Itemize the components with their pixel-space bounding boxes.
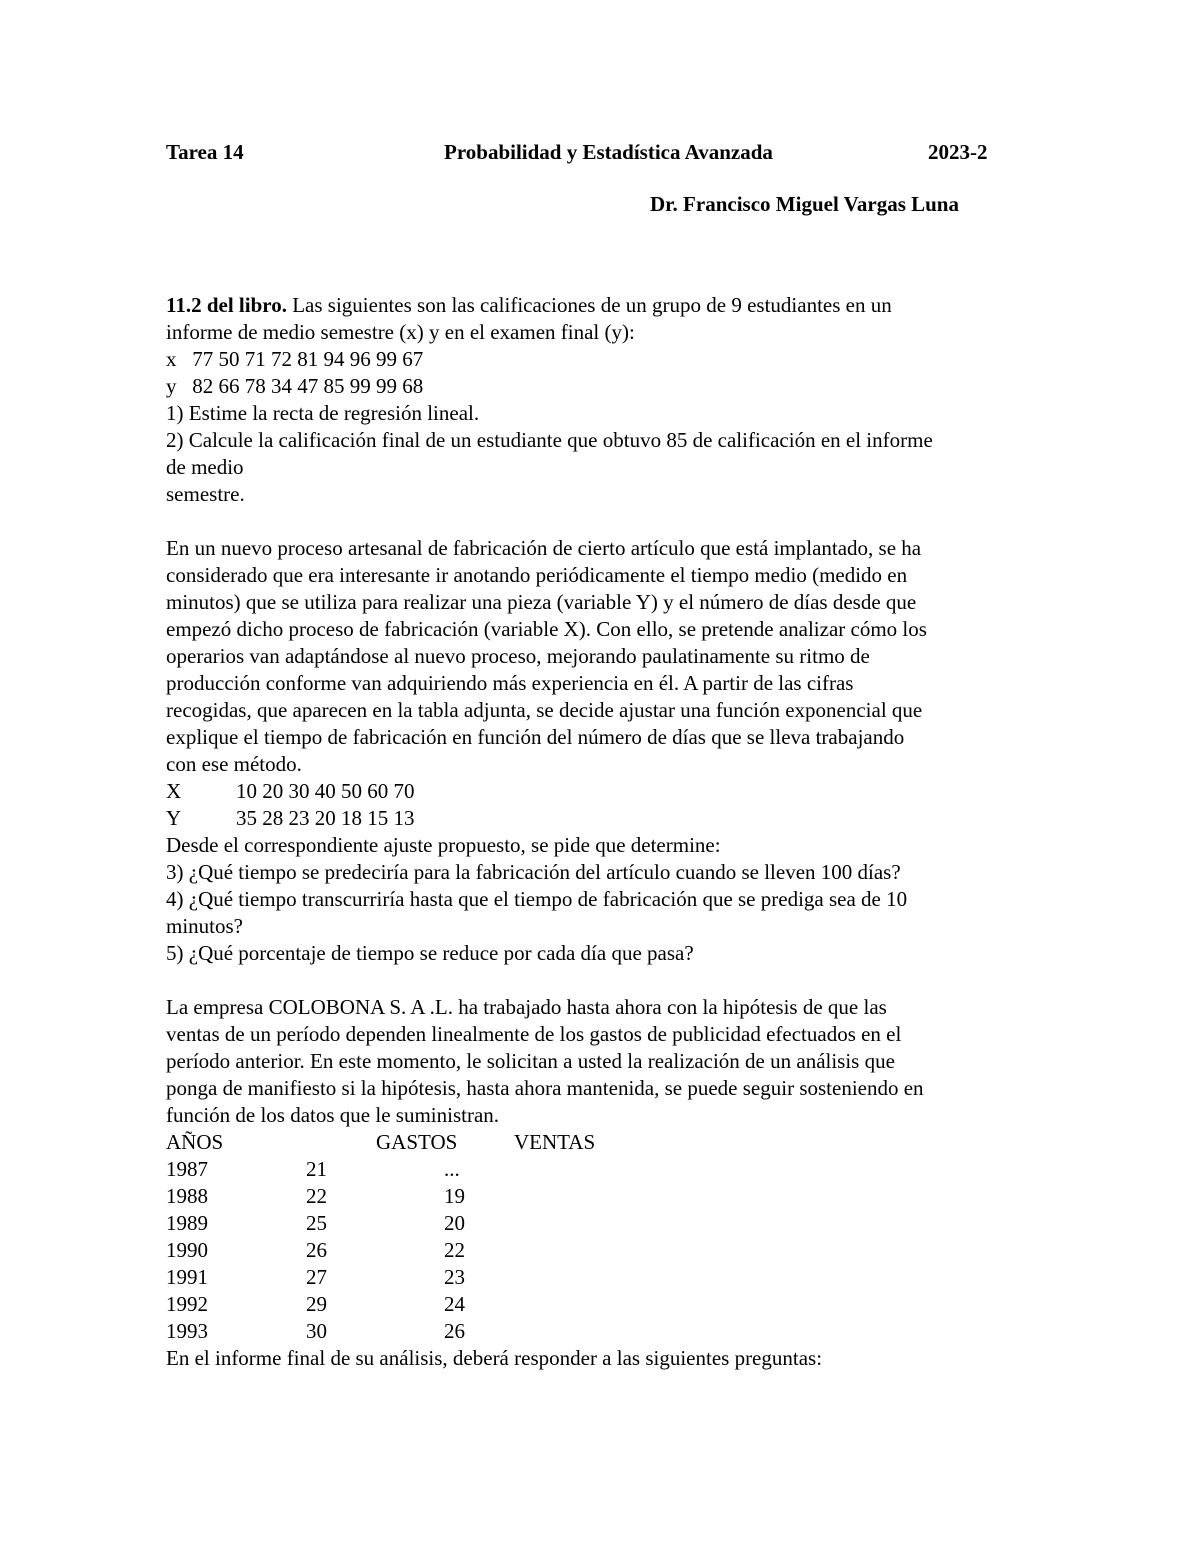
cell-gastos: 26 — [306, 1238, 327, 1262]
question-2-line3: semestre. — [166, 482, 245, 506]
problem1-x-row: x 77 50 71 72 81 94 96 99 67 — [166, 347, 424, 371]
assignment-number: Tarea 14 — [166, 140, 244, 164]
question-4-line1: 4) ¿Qué tiempo transcurriría hasta que el tiempo de fabricación que se prediga sea de 10 — [166, 887, 908, 911]
question-2-line2: de medio — [166, 455, 244, 479]
page-header — [166, 140, 1006, 170]
cell-gastos: 30 — [306, 1319, 327, 1343]
cell-year: 1990 — [166, 1238, 208, 1262]
problem2-y-row — [166, 805, 1046, 832]
cell-year: 1991 — [166, 1265, 208, 1289]
cell-year: 1992 — [166, 1292, 208, 1316]
x-values: 10 20 30 40 50 60 70 — [236, 779, 415, 803]
header-years: AÑOS — [166, 1130, 224, 1154]
header-ventas: VENTAS — [514, 1130, 596, 1154]
table-row — [166, 1291, 1046, 1318]
problem3-paragraph-line: función de los datos que le suministran. — [166, 1103, 500, 1127]
problem1-y-row: y 82 66 78 34 47 85 99 99 68 — [166, 374, 424, 398]
question-5: 5) ¿Qué porcentaje de tiempo se reduce por cada día que pasa? — [166, 941, 694, 965]
cell-ventas: 20 — [444, 1211, 465, 1235]
course-title: Probabilidad y Estadística Avanzada — [444, 140, 773, 164]
problem2-x-row — [166, 778, 1046, 805]
problem3-paragraph-line: período anterior. En este momento, le solicitan a usted la realización de un análisis que — [166, 1049, 895, 1073]
problem2-paragraph-line: con ese método. — [166, 752, 302, 776]
problem2-paragraph-line: explique el tiempo de fabricación en función del número de días que se lleva trabajando — [166, 725, 905, 749]
question-3: 3) ¿Qué tiempo se predeciría para la fabricación del artículo cuando se lleven 100 días? — [166, 860, 901, 884]
cell-ventas: 22 — [444, 1238, 465, 1262]
problem3-paragraph-line: ponga de manifiesto si la hipótesis, hasta ahora mantenida, se puede seguir sosteniendo en — [166, 1076, 924, 1100]
problem2-question-intro: Desde el correspondiente ajuste propuesto, se pide que determine: — [166, 833, 721, 857]
cell-ventas: 26 — [444, 1319, 465, 1343]
document-body — [166, 292, 1046, 1372]
question-4-line2: minutos? — [166, 914, 243, 938]
problem2-paragraph-line: operarios van adaptándose al nuevo proceso, mejorando paulatinamente su ritmo de — [166, 644, 870, 668]
problem2-paragraph-line: recogidas, que aparecen en la tabla adjunta, se decide ajustar una función exponencial que — [166, 698, 923, 722]
cell-year: 1989 — [166, 1211, 208, 1235]
cell-ventas: 19 — [444, 1184, 465, 1208]
table-row — [166, 1156, 1046, 1183]
y-values: 35 28 23 20 18 15 13 — [236, 806, 415, 830]
cell-year: 1993 — [166, 1319, 208, 1343]
cell-gastos: 29 — [306, 1292, 327, 1316]
cell-gastos: 22 — [306, 1184, 327, 1208]
problem2-paragraph-line: empezó dicho proceso de fabricación (variable X). Con ello, se pretende analizar cómo los — [166, 617, 927, 641]
table-row — [166, 1237, 1046, 1264]
table-row — [166, 1318, 1046, 1345]
table-row — [166, 1264, 1046, 1291]
problem2-paragraph-line: considerado que era interesante ir anotando periódicamente el tiempo medio (medido en — [166, 563, 908, 587]
header-gastos: GASTOS — [376, 1130, 458, 1154]
cell-year: 1987 — [166, 1157, 208, 1181]
problem3-paragraph-line: ventas de un período dependen linealmente de los gastos de publicidad efectuados en el — [166, 1022, 902, 1046]
question-2-line1: 2) Calcule la calificación final de un estudiante que obtuvo 85 de calificación en el informe — [166, 428, 933, 452]
problem3-closing: En el informe final de su análisis, deberá responder a las siguientes preguntas: — [166, 1346, 823, 1370]
question-1: 1) Estime la recta de regresión lineal. — [166, 401, 480, 425]
problem1-intro — [166, 292, 1046, 319]
table-header-row — [166, 1129, 1046, 1156]
spacer — [166, 967, 1046, 994]
table-row — [166, 1183, 1046, 1210]
author-name: Dr. Francisco Miguel Vargas Luna — [650, 192, 959, 216]
cell-ventas: 24 — [444, 1292, 465, 1316]
cell-year: 1988 — [166, 1184, 208, 1208]
cell-gastos: 25 — [306, 1211, 327, 1235]
x-label: X — [166, 779, 182, 803]
problem1-intro-line2: informe de medio semestre (x) y en el examen final (y): — [166, 320, 635, 344]
cell-ventas: 23 — [444, 1265, 465, 1289]
semester: 2023-2 — [928, 140, 988, 164]
problem1-intro-text: Las siguientes son las calificaciones de un grupo de 9 estudiantes en un — [286, 293, 892, 317]
y-label: Y — [166, 806, 182, 830]
problem1-label: 11.2 del libro. — [166, 293, 287, 317]
spacer — [166, 508, 1046, 535]
cell-ventas: ... — [444, 1157, 460, 1181]
cell-gastos: 27 — [306, 1265, 327, 1289]
problem2-paragraph-line: En un nuevo proceso artesanal de fabricación de cierto artículo que está implantado, se ha — [166, 536, 922, 560]
problem2-paragraph-line: producción conforme van adquiriendo más experiencia en él. A partir de las cifras — [166, 671, 854, 695]
table-row — [166, 1210, 1046, 1237]
cell-gastos: 21 — [306, 1157, 327, 1181]
problem2-paragraph-line: minutos) que se utiliza para realizar una pieza (variable Y) y el número de días desde que — [166, 590, 917, 614]
problem3-paragraph-line: La empresa COLOBONA S. A .L. ha trabajado hasta ahora con la hipótesis de que las — [166, 995, 887, 1019]
